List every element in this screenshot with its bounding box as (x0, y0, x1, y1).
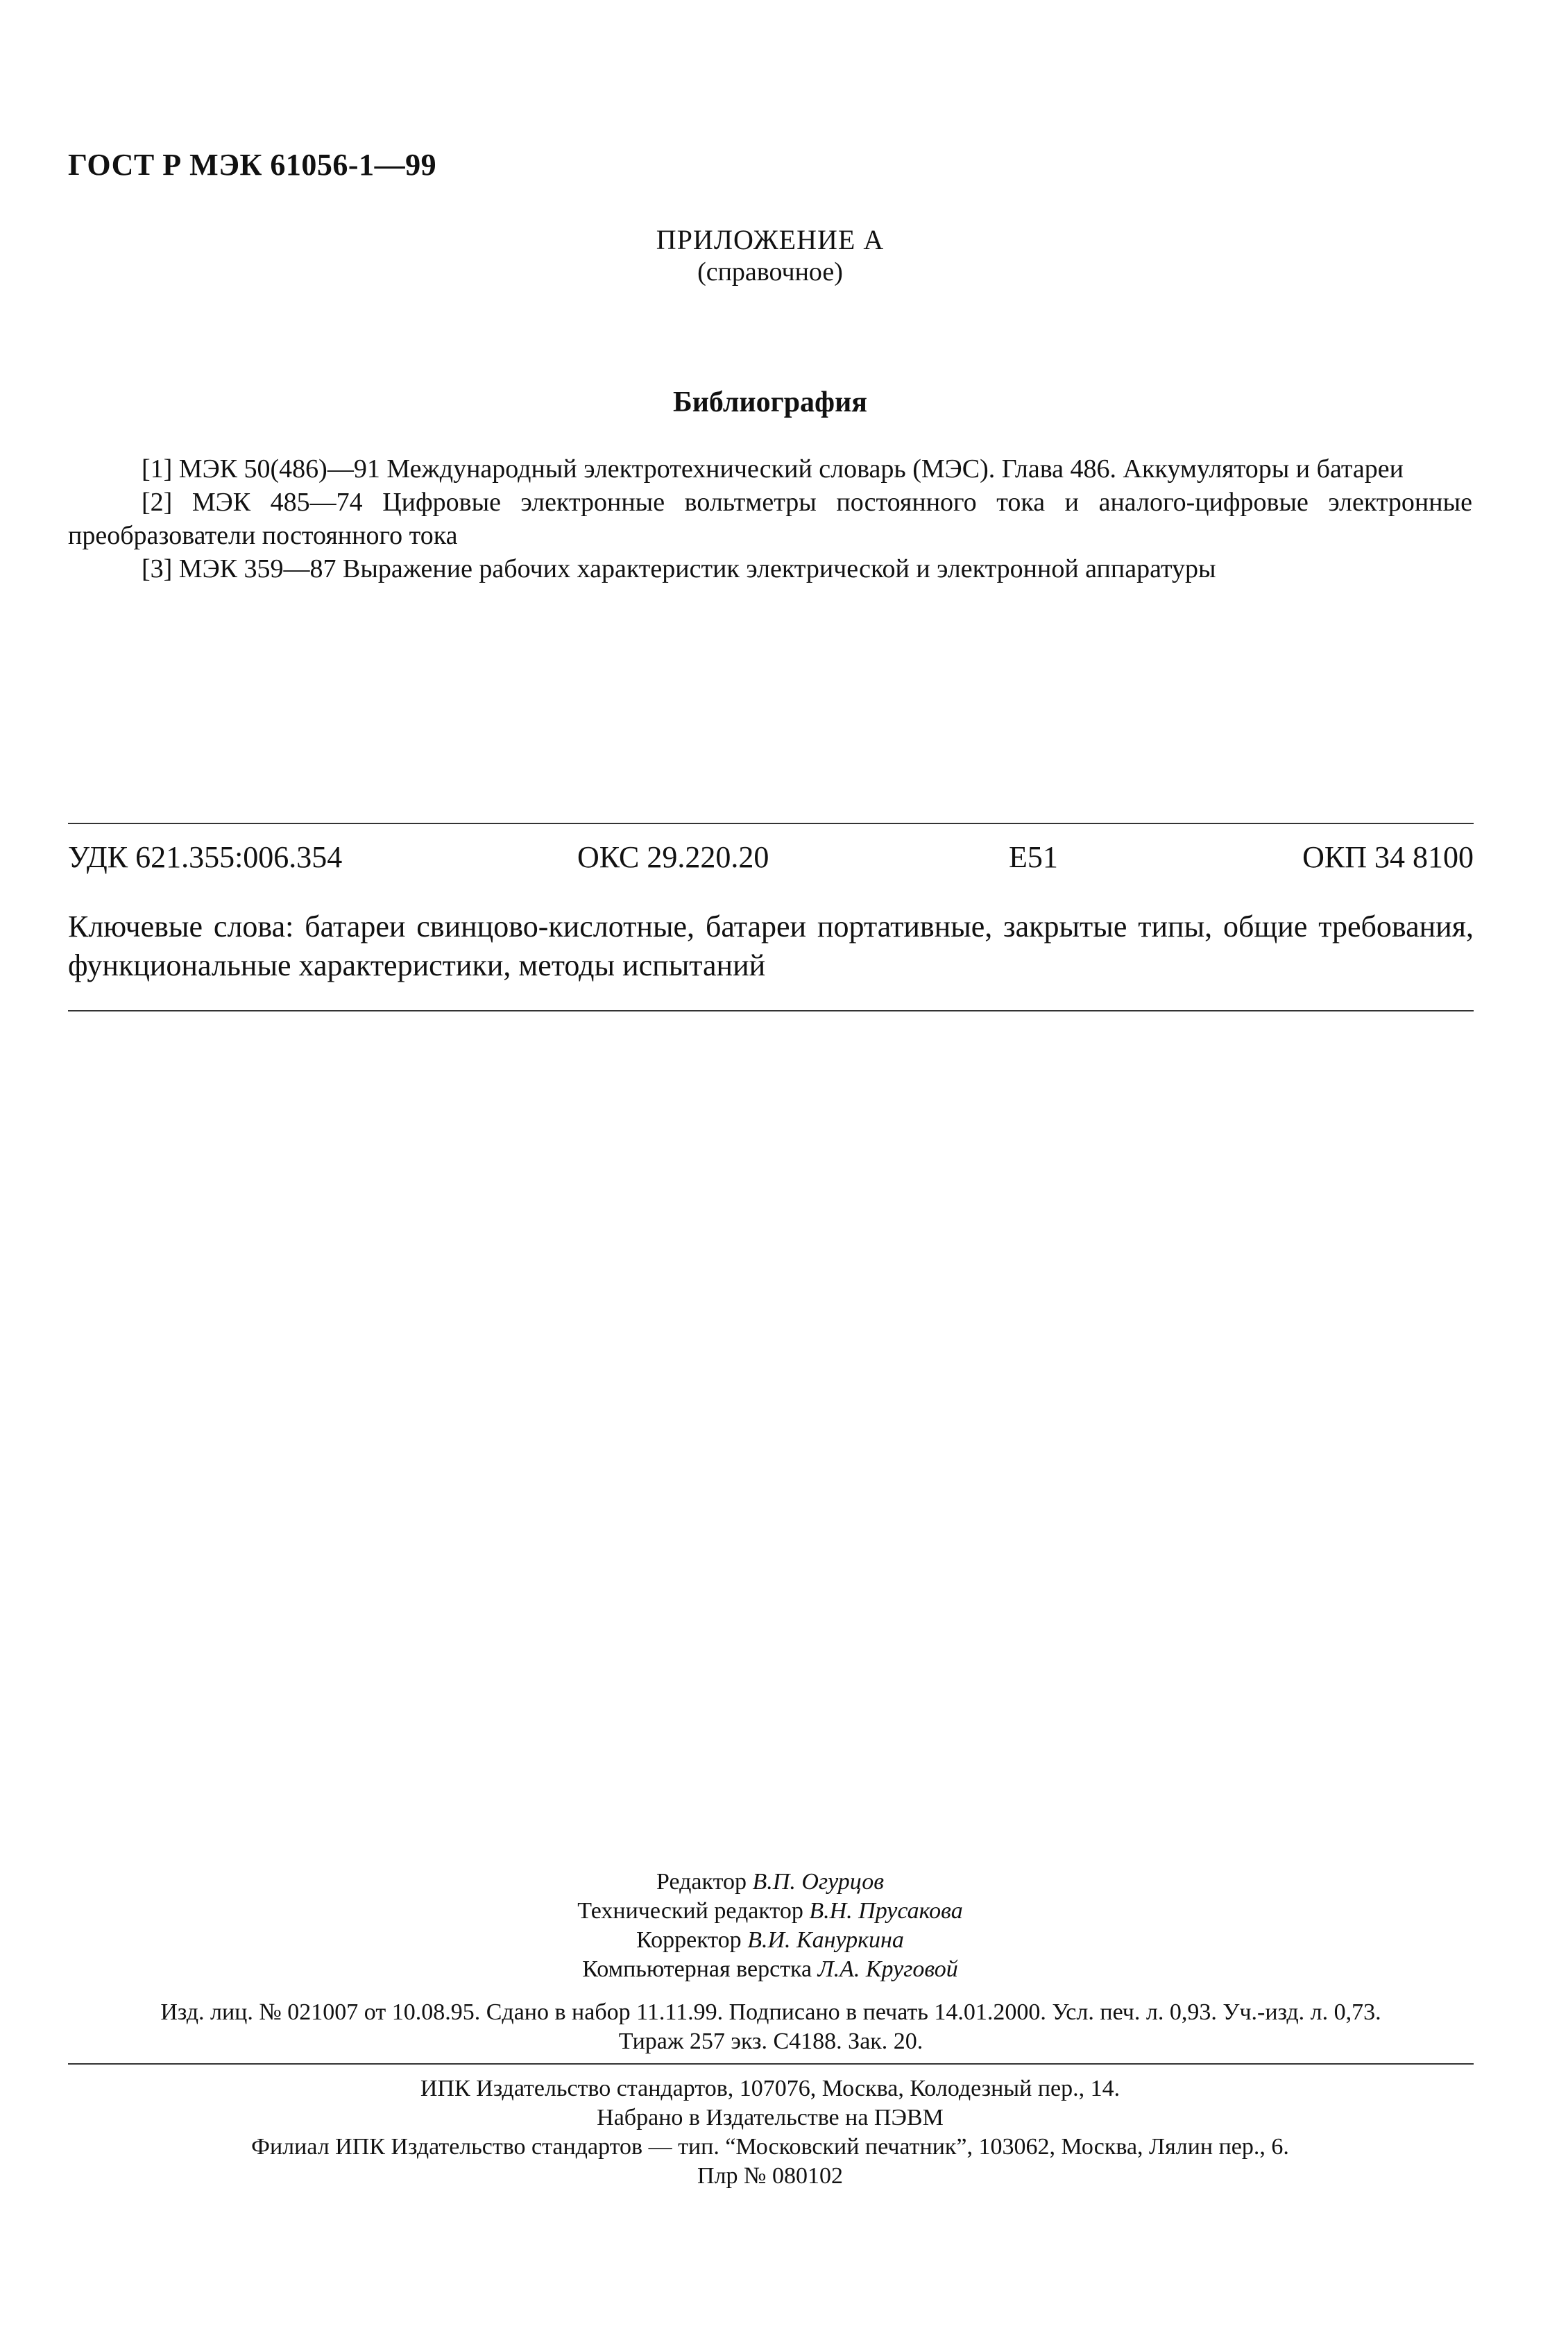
bibliography-list (68, 452, 1472, 586)
credit-name: Л.А. Круговой (817, 1956, 958, 1982)
credit-line (0, 1955, 1540, 1984)
credit-role: Редактор (656, 1869, 747, 1895)
publisher-line: ИПК Издательство стандартов, 107076, Москва, Колодезный пер., 14. (420, 2076, 1120, 2101)
credit-role: Технический редактор (577, 1898, 803, 1924)
publisher-block (0, 2074, 1540, 2191)
appendix-title: ПРИЛОЖЕНИЕ А (656, 224, 885, 255)
document-code: ГОСТ Р МЭК 61056-1—99 (68, 148, 437, 182)
e-code: Е51 (1009, 840, 1058, 874)
oks-code: ОКС 29.220.20 (577, 840, 769, 874)
udk-code: УДК 621.355:006.354 (68, 840, 343, 874)
credit-name: В.Н. Прусакова (809, 1898, 963, 1924)
keywords: Ключевые слова: батареи свинцово-кислотные, батареи портативные, закрытые типы, общие требования, функциональные характеристики, методы испытаний (68, 909, 1474, 982)
credit-role: Корректор (636, 1927, 742, 1953)
publisher-line: Филиал ИПК Издательство стандартов — тип. “Московский печатник”, 103062, Москва, Лялин пер., 6. (251, 2134, 1289, 2160)
publisher-line: Набрано в Издательстве на ПЭВМ (597, 2105, 944, 2130)
credits-block (0, 1868, 1540, 1984)
divider-bottom (68, 2063, 1474, 2065)
credit-line (0, 1897, 1540, 1926)
imprint-block (68, 1998, 1474, 2056)
credit-name: В.П. Огурцов (752, 1869, 884, 1895)
credit-name: В.И. Кануркина (747, 1927, 904, 1953)
divider-middle (68, 1010, 1474, 1011)
imprint-line: Тираж 257 экз. С4188. Зак. 20. (618, 2029, 923, 2054)
bibliography-entry: [1] МЭК 50(486)—91 Международный электротехнический словарь (МЭС). Глава 486. Аккумуляторы и батареи (142, 454, 1404, 484)
bibliography-entry: [3] МЭК 359—87 Выражение рабочих характеристик электрической и электронной аппаратуры (142, 554, 1216, 583)
credit-line (0, 1926, 1540, 1955)
bibliography-entry: [2] МЭК 485—74 Цифровые электронные вольтметры постоянного тока и аналого-цифровые электронные преобразователи постоянного тока (68, 488, 1472, 550)
okp-code: ОКП 34 8100 (1302, 840, 1474, 874)
classification-row (68, 839, 1474, 878)
credit-role: Компьютерная верстка (582, 1956, 812, 1982)
publisher-line: Плр № 080102 (697, 2163, 843, 2189)
appendix-subtitle: (справочное) (697, 257, 843, 287)
imprint-line: Изд. лиц. № 021007 от 10.08.95. Сдано в набор 11.11.99. Подписано в печать 14.01.2000. Усл. печ. л. 0,93. Уч.-изд. л. 0,73. (160, 1999, 1381, 2025)
credit-line (0, 1868, 1540, 1897)
bibliography-title: Библиография (672, 386, 868, 418)
divider-top (68, 823, 1474, 824)
